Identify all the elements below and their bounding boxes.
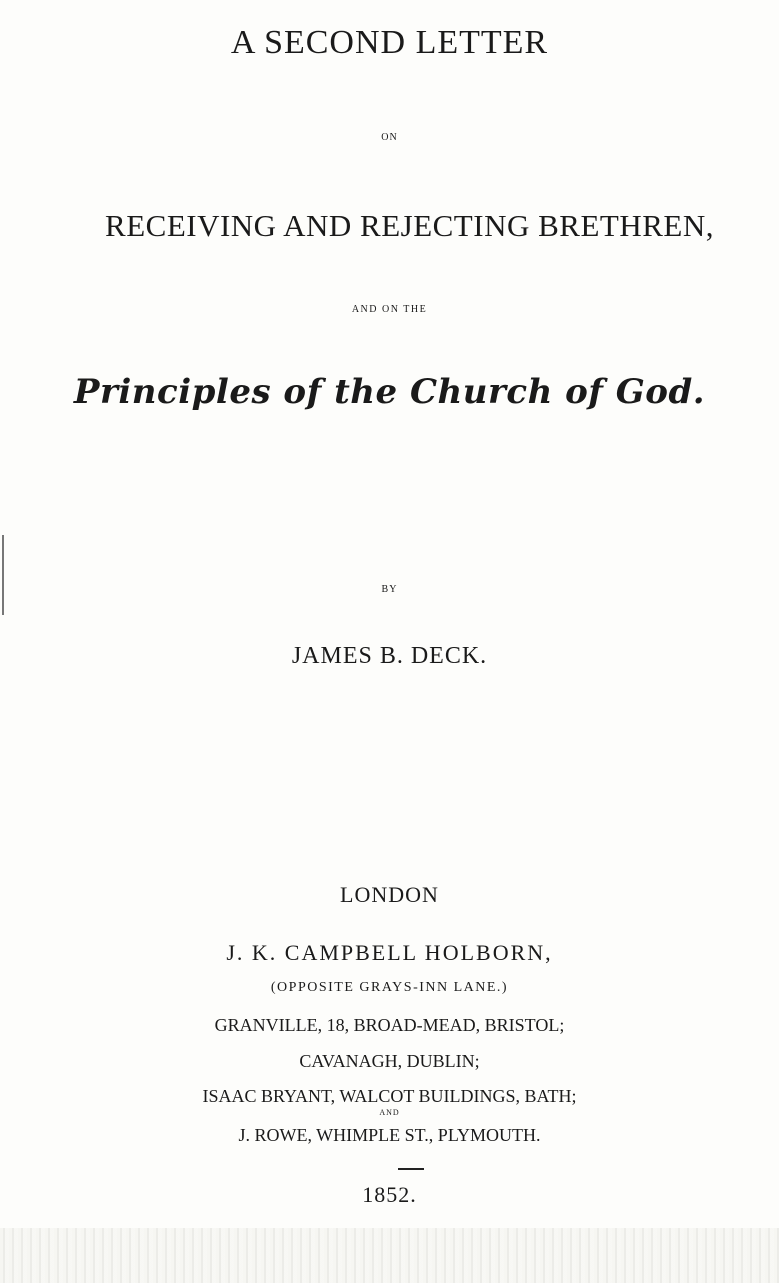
title-connector-and-on-the: AND ON THE xyxy=(351,304,428,315)
publication-year: 1852. xyxy=(362,1182,417,1207)
title-line-2: RECEIVING AND REJECTING BRETHREN, xyxy=(105,208,714,243)
rule-divider xyxy=(398,1168,424,1170)
imprint-plymouth-line: J. ROWE, WHIMPLE ST., PLYMOUTH. xyxy=(238,1125,541,1145)
byline-by: BY xyxy=(381,584,398,595)
imprint-dublin-line: CAVANAGH, DUBLIN; xyxy=(299,1051,480,1071)
imprint-publisher-address: (OPPOSITE GRAYS-INN LANE.) xyxy=(270,980,509,995)
title-connector-on: ON xyxy=(381,132,398,143)
imprint-bristol-line: GRANVILLE, 18, BROAD-MEAD, BRISTOL; xyxy=(214,1015,565,1035)
binding-edge-mark xyxy=(2,535,4,615)
imprint-and-connector: AND xyxy=(379,1108,400,1117)
imprint-bath-line: ISAAC BRYANT, WALCOT BUILDINGS, BATH; xyxy=(202,1086,577,1106)
author-name: JAMES B. DECK. xyxy=(291,643,488,669)
title-line-3-blackletter: Principles of the Church of God. xyxy=(73,372,706,412)
title-line-1: A SECOND LETTER xyxy=(230,24,549,61)
imprint-publisher-line: J. K. CAMPBELL HOLBORN, xyxy=(226,940,553,965)
imprint-city: LONDON xyxy=(340,882,439,907)
paper-texture-bottom xyxy=(0,1228,779,1283)
